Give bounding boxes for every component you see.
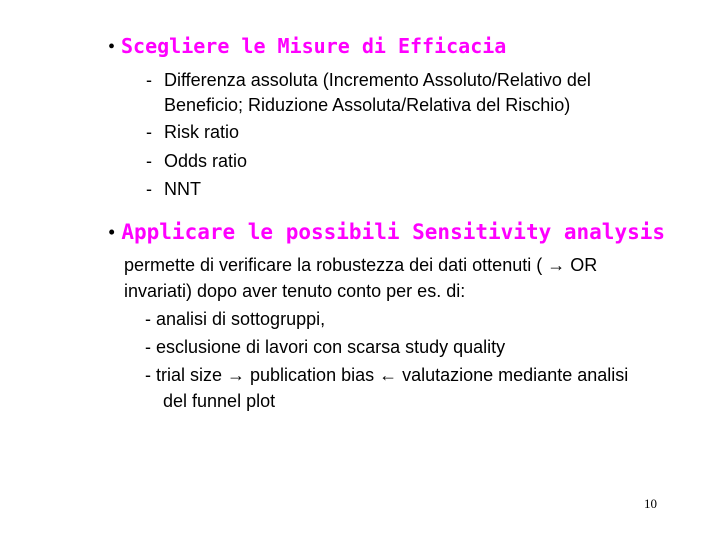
list-item-text: Differenza assoluta (Incremento Assoluto/Relativo del — [164, 70, 591, 90]
list-item: - analisi di sottogruppi, — [145, 309, 326, 329]
list-item-text: Odds ratio — [164, 151, 248, 171]
dash-marker: - — [146, 122, 152, 142]
dash-marker: - — [146, 151, 152, 171]
heading-text: Scegliere le Misure di Efficacia — [121, 34, 507, 58]
list-item-text: Risk ratio — [164, 122, 240, 142]
intro-text-line: permette di verificare la robustezza dei dati ottenuti ( → OR — [124, 255, 598, 275]
heading-text: Applicare le possibili Sensitivity analysis — [121, 220, 666, 244]
dash-marker: - — [146, 179, 152, 199]
list-item: - esclusione di lavori con scarsa study quality — [145, 337, 506, 357]
dash-marker: - — [146, 70, 152, 90]
list-item-continuation: Beneficio; Riduzione Assoluta/Relativa del Rischio) — [164, 95, 571, 115]
heading-sensitivity-analysis — [108, 220, 665, 245]
intro-text-line: invariati) dopo aver tenuto conto per es. di: — [124, 281, 466, 301]
bullet-icon: • — [108, 220, 116, 244]
list-item-continuation: del funnel plot — [163, 391, 276, 411]
page-number: 10 — [644, 496, 657, 511]
list-item: - trial size → publication bias ← valutazione mediante analisi — [145, 365, 629, 385]
bullet-icon: • — [108, 36, 116, 58]
list-item-text: NNT — [164, 179, 201, 199]
heading-efficacy-measures — [108, 34, 506, 59]
